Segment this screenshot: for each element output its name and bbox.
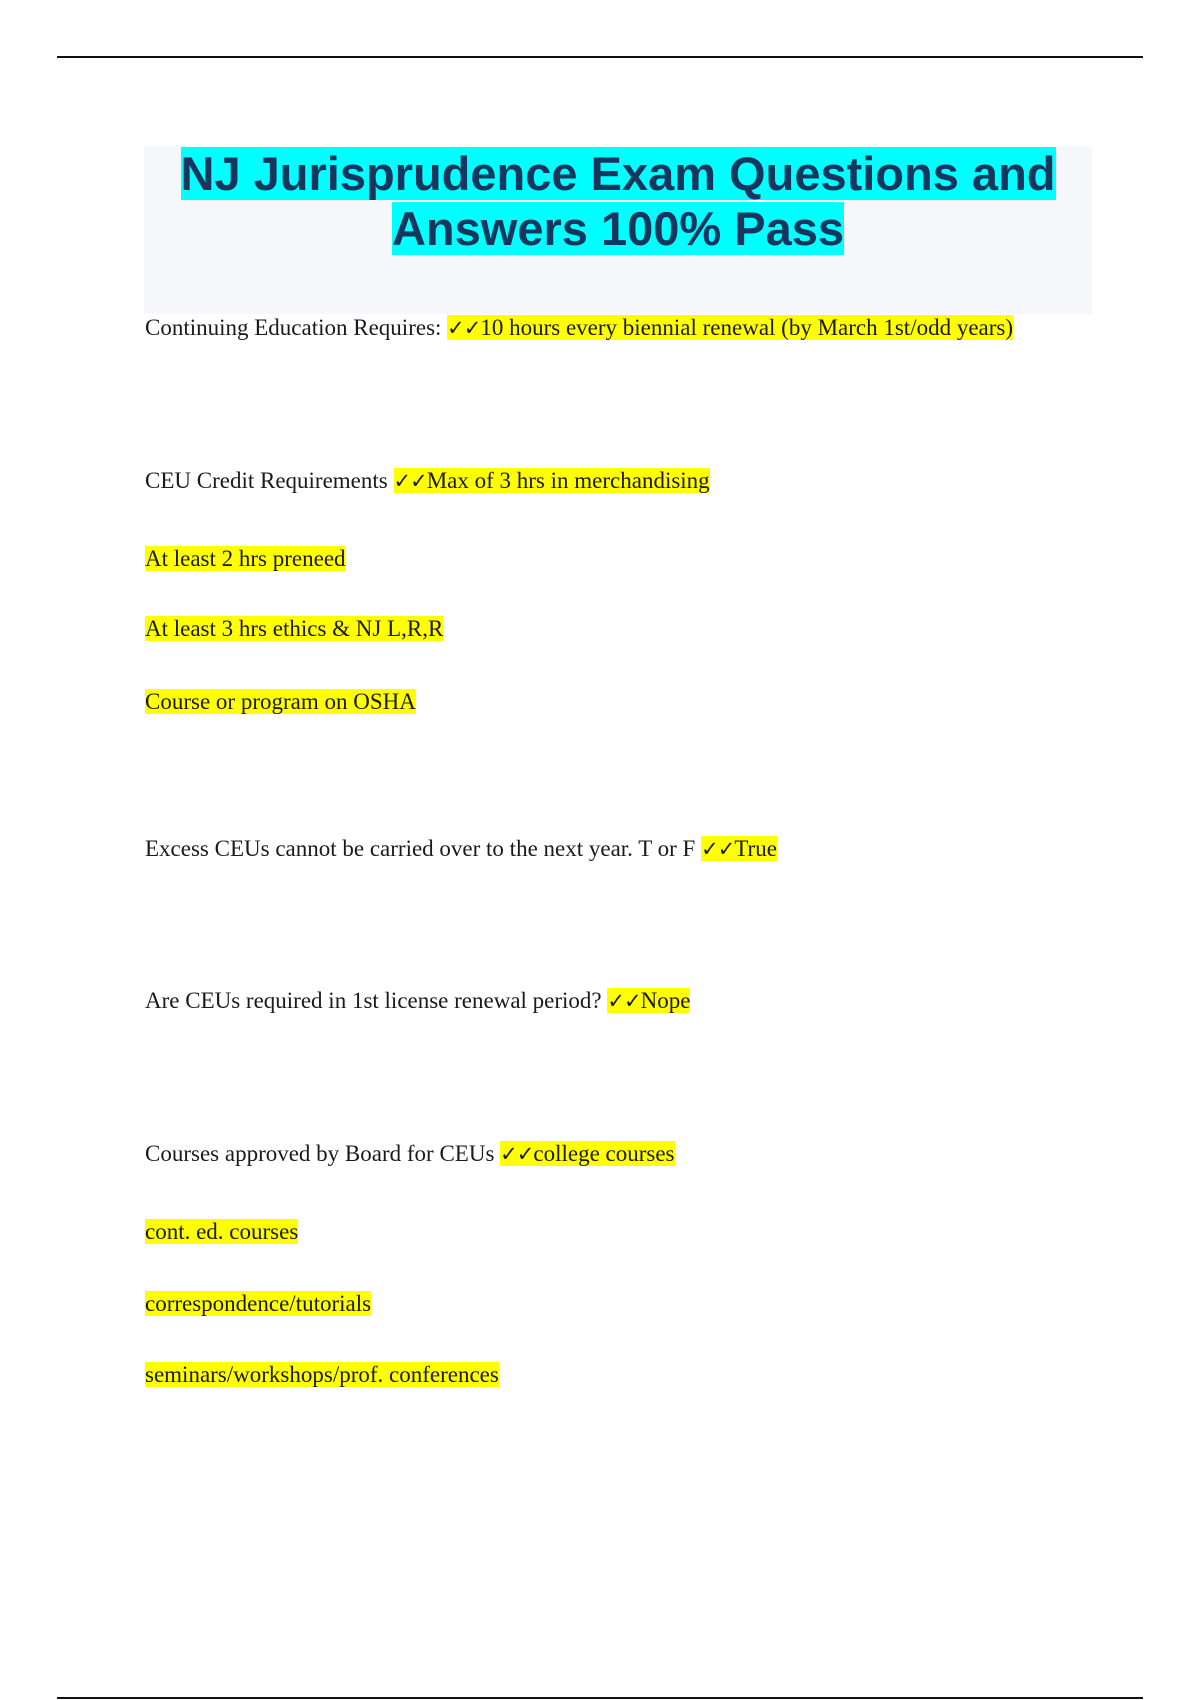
qa-item-ceu-credit-requirements <box>145 466 710 496</box>
answer-continuation-line <box>145 614 443 644</box>
answer-text: correspondence/tutorials <box>145 1291 372 1316</box>
answer-highlight <box>500 1141 674 1166</box>
question-text: Courses approved by Board for CEUs <box>145 1141 501 1166</box>
document-title <box>144 146 1092 256</box>
question-text: Excess CEUs cannot be carried over to the next year. T or F <box>145 836 702 861</box>
answer-text: college courses <box>533 1141 675 1166</box>
title-line-2: Answers 100% Pass <box>391 202 844 255</box>
answer-continuation-line <box>145 1289 371 1319</box>
answer-text: True <box>734 836 777 861</box>
double-check-icon: ✓✓ <box>607 989 641 1013</box>
title-block <box>144 146 1092 314</box>
bottom-rule <box>57 1697 1143 1699</box>
double-check-icon: ✓✓ <box>447 316 481 340</box>
answer-continuation-line <box>145 687 416 717</box>
top-rule <box>57 56 1143 58</box>
answer-text: Nope <box>640 988 691 1013</box>
qa-item-approved-courses <box>145 1139 675 1169</box>
qa-item-first-renewal <box>145 986 690 1016</box>
answer-text: seminars/workshops/prof. conferences <box>145 1362 499 1387</box>
qa-item-continuing-education <box>145 313 1013 343</box>
question-text: Are CEUs required in 1st license renewal period? <box>145 988 608 1013</box>
answer-text: cont. ed. courses <box>145 1219 299 1244</box>
answer-highlight <box>447 315 1013 340</box>
question-text: CEU Credit Requirements <box>145 468 394 493</box>
answer-continuation-line <box>145 1360 499 1390</box>
question-text: Continuing Education Requires: <box>145 315 448 340</box>
answer-highlight <box>701 836 777 861</box>
double-check-icon: ✓✓ <box>500 1142 534 1166</box>
qa-item-excess-ceus <box>145 834 777 864</box>
answer-text: At least 2 hrs preneed <box>145 546 346 571</box>
answer-highlight <box>607 988 690 1013</box>
answer-continuation-line <box>145 544 346 574</box>
answer-text: Course or program on OSHA <box>145 689 416 714</box>
answer-highlight <box>394 468 710 493</box>
answer-text: At least 3 hrs ethics & NJ L,R,R <box>145 616 444 641</box>
answer-continuation-line <box>145 1217 298 1247</box>
double-check-icon: ✓✓ <box>701 837 735 861</box>
double-check-icon: ✓✓ <box>393 469 427 493</box>
answer-text: 10 hours every biennial renewal (by March 1st/odd years) <box>480 315 1014 340</box>
title-line-1: NJ Jurisprudence Exam Questions and <box>180 147 1056 200</box>
answer-text: Max of 3 hrs in merchandising <box>426 468 710 493</box>
